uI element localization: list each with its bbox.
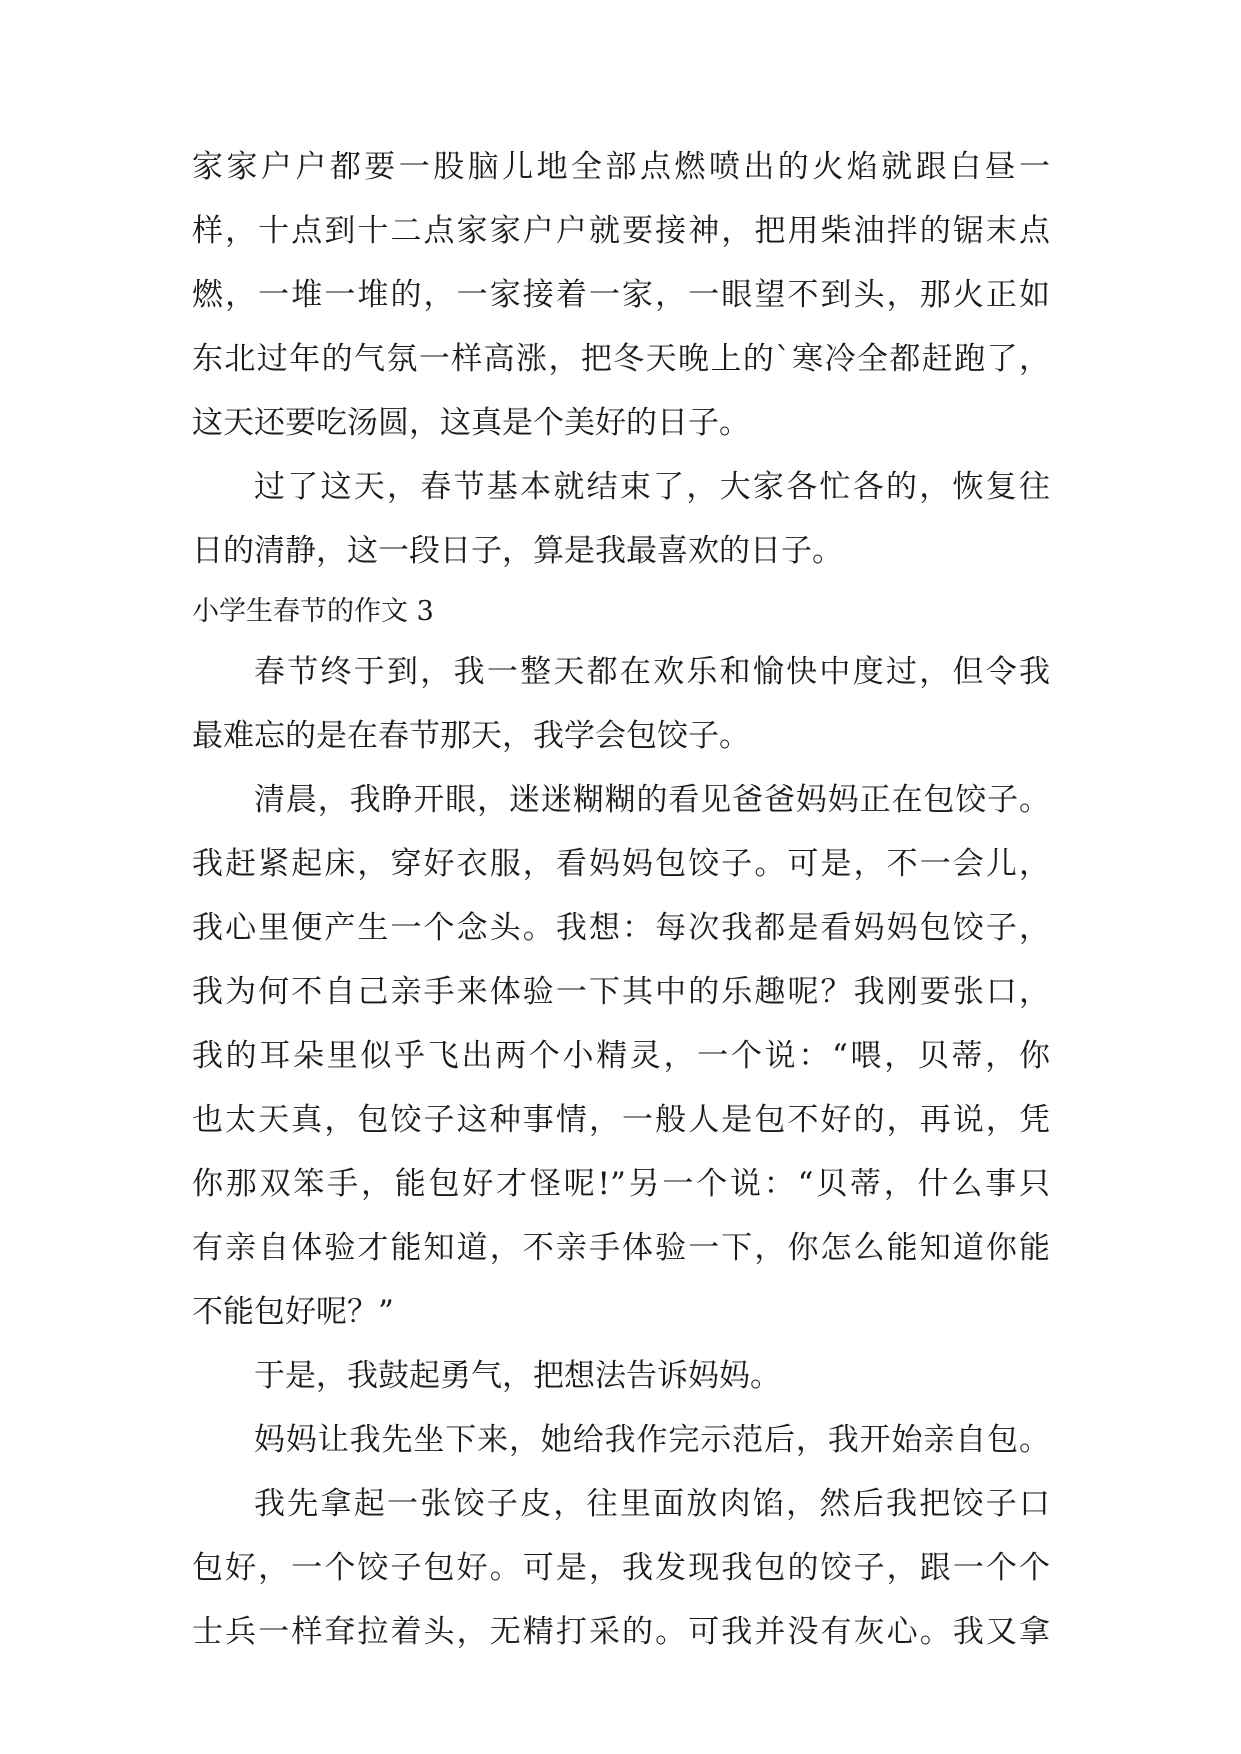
paragraph-first-line: 于是，我鼓起勇气，把想法告诉妈妈。 bbox=[254, 1358, 781, 1394]
paragraph-first-line: 春节终于到，我一整天都在欢乐和愉快中度过，但令我 bbox=[254, 654, 1050, 690]
paragraph-first-line: 我先拿起一张饺子皮，往里面放肉馅，然后我把饺子口 bbox=[254, 1486, 1050, 1522]
text-line: 你那双笨手，能包好才怪呢!”另一个说：“贝蒂，什么事只 bbox=[192, 1166, 1050, 1202]
text-line: 也太天真，包饺子这种事情，一般人是包不好的，再说，凭 bbox=[192, 1102, 1050, 1138]
text-line: 有亲自体验才能知道，不亲手体验一下，你怎么能知道你能 bbox=[192, 1230, 1050, 1266]
text-line: 日的清静，这一段日子，算是我最喜欢的日子。 bbox=[192, 533, 843, 569]
text-line: 家家户户都要一股脑儿地全部点燃喷出的火焰就跟白昼一 bbox=[192, 149, 1050, 185]
text-line: 我为何不自己亲手来体验一下其中的乐趣呢？我刚要张口， bbox=[192, 974, 1050, 1010]
text-line: 我赶紧起床，穿好衣服，看妈妈包饺子。可是，不一会儿， bbox=[192, 846, 1050, 882]
paragraph-first-line: 过了这天，春节基本就结束了，大家各忙各的，恢复往 bbox=[254, 469, 1050, 505]
text-line: 样，十点到十二点家家户户就要接神，把用柴油拌的锯末点 bbox=[192, 213, 1050, 249]
paragraph-first-line: 妈妈让我先坐下来，她给我作完示范后，我开始亲自包。 bbox=[254, 1422, 1050, 1458]
text-line: 士兵一样耷拉着头，无精打采的。可我并没有灰心。我又拿 bbox=[192, 1614, 1050, 1650]
text-line: 最难忘的是在春节那天，我学会包饺子。 bbox=[192, 718, 750, 754]
paragraph-first-line: 清晨，我睁开眼，迷迷糊糊的看见爸爸妈妈正在包饺子。 bbox=[254, 782, 1050, 818]
text-line: 不能包好呢？” bbox=[192, 1294, 394, 1330]
text-line: 东北过年的气氛一样高涨，把冬天晚上的`寒冷全都赶跑了， bbox=[192, 341, 1050, 377]
text-line: 包好，一个饺子包好。可是，我发现我包的饺子，跟一个个 bbox=[192, 1550, 1050, 1586]
text-line: 燃，一堆一堆的，一家接着一家，一眼望不到头，那火正如 bbox=[192, 277, 1050, 313]
text-line: 这天还要吃汤圆，这真是个美好的日子。 bbox=[192, 405, 750, 441]
text-line: 我心里便产生一个念头。我想：每次我都是看妈妈包饺子， bbox=[192, 910, 1050, 946]
text-line: 我的耳朵里似乎飞出两个小精灵，一个说：“喂，贝蒂，你 bbox=[192, 1038, 1050, 1074]
section-heading: 小学生春节的作文 3 bbox=[192, 596, 434, 627]
